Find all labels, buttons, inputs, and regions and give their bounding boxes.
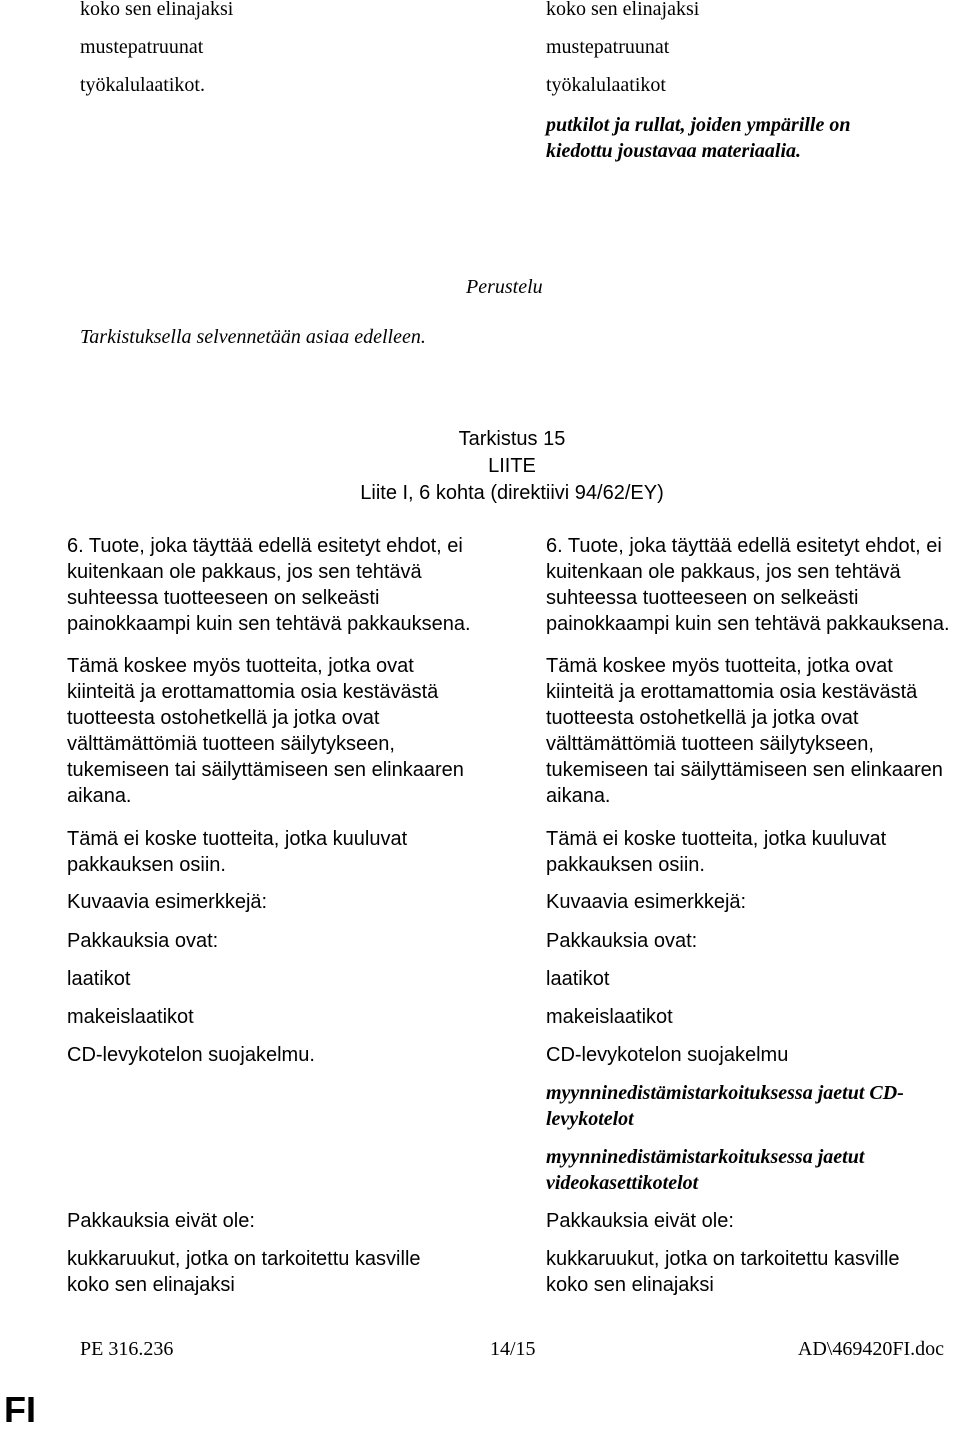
left-not-item-line: kukkaruukut, jotka on tarkoitettu kasville — [67, 1248, 421, 1270]
left-para1-line: kuitenkaan ole pakkaus, jos sen tehtävä — [67, 561, 422, 583]
right-added-item-1-line: levykotelot — [546, 1108, 634, 1130]
left-not-items — [67, 1246, 421, 1298]
right-para1-line: 6. Tuote, joka täyttää edellä esitetyt ehdot, ei — [546, 535, 942, 557]
right-not-item-line: kukkaruukut, jotka on tarkoitettu kasville — [546, 1248, 900, 1270]
right-para3 — [546, 826, 886, 878]
right-para3-line: pakkauksen osiin. — [546, 854, 705, 876]
right-para1-line: kuitenkaan ole pakkaus, jos sen tehtävä — [546, 561, 901, 583]
right-item-3: CD-levykotelon suojakelmu — [546, 1044, 789, 1066]
right-added-item-1-line: myynninedistämistarkoituksessa jaetut CD- — [546, 1082, 904, 1104]
right-para2-line: Tämä koskee myös tuotteita, jotka ovat — [546, 655, 893, 677]
left-para2 — [67, 653, 464, 809]
right-para2-line: välttämättömiä tuotteen säilytykseen, — [546, 733, 874, 755]
right-para1-line: suhteessa tuotteeseen on selkeästi — [546, 587, 859, 609]
right-are-packaging: Pakkauksia ovat: — [546, 930, 698, 952]
amendment-annex: LIITE — [488, 455, 536, 477]
left-para2-line: kiinteitä ja erottamattomia osia kestävästä — [67, 681, 439, 703]
left-item-1: laatikot — [67, 968, 131, 990]
left-para3-line: pakkauksen osiin. — [67, 854, 226, 876]
right-not-packaging: Pakkauksia eivät ole: — [546, 1210, 734, 1232]
left-para1-line: 6. Tuote, joka täyttää edellä esitetyt ehdot, ei — [67, 535, 463, 557]
left-item-3: CD-levykotelon suojakelmu. — [67, 1044, 315, 1066]
right-not-items — [546, 1246, 900, 1298]
right-added-item-2 — [546, 1144, 864, 1196]
right-para3-line: Tämä ei koske tuotteita, jotka kuuluvat — [546, 828, 887, 850]
left-para2-line: Tämä koskee myös tuotteita, jotka ovat — [67, 655, 414, 677]
left-para3 — [67, 826, 407, 878]
right-added-item-1 — [546, 1080, 904, 1132]
justification-text: Tarkistuksella selvennetään asiaa edelleen. — [80, 326, 426, 348]
right-para2-line: tukemiseen tai säilyttämiseen sen elinkaaren — [546, 759, 943, 781]
footer-filename: AD\469420FI.doc — [797, 1338, 944, 1360]
right-para2-line: aikana. — [546, 785, 611, 807]
amendment-reference: Liite I, 6 kohta (direktiivi 94/62/EY) — [360, 482, 664, 504]
left-are-packaging: Pakkauksia ovat: — [67, 930, 219, 952]
left-para1-line: painokkaampi kuin sen tehtävä pakkauksena. — [67, 613, 471, 635]
left-para1-line: suhteessa tuotteeseen on selkeästi — [67, 587, 380, 609]
left-examples: Kuvaavia esimerkkejä: — [67, 891, 268, 913]
right-added-item-2-line: videokasettikotelot — [546, 1172, 699, 1194]
left-para2-line: tukemiseen tai säilyttämiseen sen elinkaaren — [67, 759, 464, 781]
left-para3-line: Tämä ei koske tuotteita, jotka kuuluvat — [67, 828, 408, 850]
left-not-packaging: Pakkauksia eivät ole: — [67, 1210, 255, 1232]
right-para1 — [546, 533, 950, 637]
justification-heading: Perustelu — [466, 276, 543, 298]
top-right-line-3: työkalulaatikot — [546, 74, 666, 96]
left-item-2: makeislaatikot — [67, 1006, 194, 1028]
top-right-line-2: mustepatruunat — [546, 36, 670, 58]
top-left-line-1: koko sen elinajaksi — [80, 0, 234, 20]
right-para1-line: painokkaampi kuin sen tehtävä pakkauksena. — [546, 613, 950, 635]
right-item-2: makeislaatikot — [546, 1006, 673, 1028]
right-examples: Kuvaavia esimerkkejä: — [546, 891, 747, 913]
right-para2 — [546, 653, 943, 809]
left-para2-line: tuotteesta ostohetkellä ja jotka ovat — [67, 707, 380, 729]
left-not-item-line: koko sen elinajaksi — [67, 1274, 235, 1296]
top-right-line-1: koko sen elinajaksi — [546, 0, 700, 20]
left-para2-line: välttämättömiä tuotteen säilytykseen, — [67, 733, 395, 755]
amendment-number: Tarkistus 15 — [458, 428, 566, 450]
top-left-line-2: mustepatruunat — [80, 36, 204, 58]
right-not-item-line: koko sen elinajaksi — [546, 1274, 714, 1296]
top-right-addition-1: putkilot ja rullat, joiden ympärille on — [546, 114, 851, 136]
top-right-addition-2: kiedottu joustavaa materiaalia. — [546, 140, 802, 162]
language-code: FI — [4, 1389, 36, 1430]
left-para2-line: aikana. — [67, 785, 132, 807]
top-left-line-3: työkalulaatikot. — [80, 74, 205, 96]
right-para2-line: kiinteitä ja erottamattomia osia kestävästä — [546, 681, 918, 703]
right-item-1: laatikot — [546, 968, 610, 990]
right-added-item-2-line: myynninedistämistarkoituksessa jaetut — [546, 1146, 865, 1168]
footer-reference: PE 316.236 — [80, 1338, 174, 1360]
footer-page-number: 14/15 — [490, 1338, 536, 1360]
right-para2-line: tuotteesta ostohetkellä ja jotka ovat — [546, 707, 859, 729]
left-para1 — [67, 533, 471, 637]
